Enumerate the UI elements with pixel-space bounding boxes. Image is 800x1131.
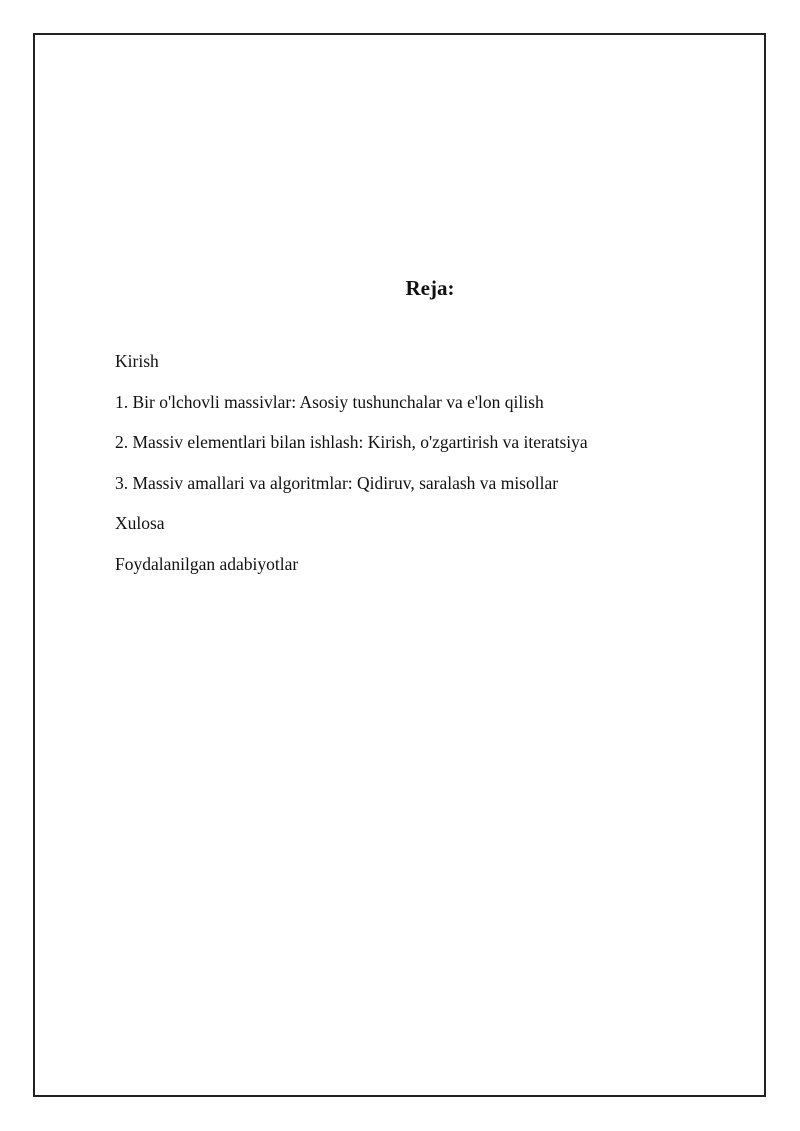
page-title: Reja:	[405, 276, 455, 300]
toc-item-conclusion: Xulosa	[115, 513, 165, 533]
toc-item-introduction: Kirish	[115, 351, 159, 371]
toc-item-1: 1. Bir o'lchovli massivlar: Asosiy tushunchalar va e'lon qilish	[115, 391, 544, 412]
toc-item-3: 3. Massiv amallari va algoritmlar: Qidiruv, saralash va misollar	[115, 472, 559, 493]
toc-item-references: Foydalanilgan adabiyotlar	[115, 553, 299, 574]
table-of-contents	[115, 349, 588, 592]
toc-item-2: 2. Massiv elementlari bilan ishlash: Kirish, o'zgartirish va iteratsiya	[115, 432, 588, 452]
